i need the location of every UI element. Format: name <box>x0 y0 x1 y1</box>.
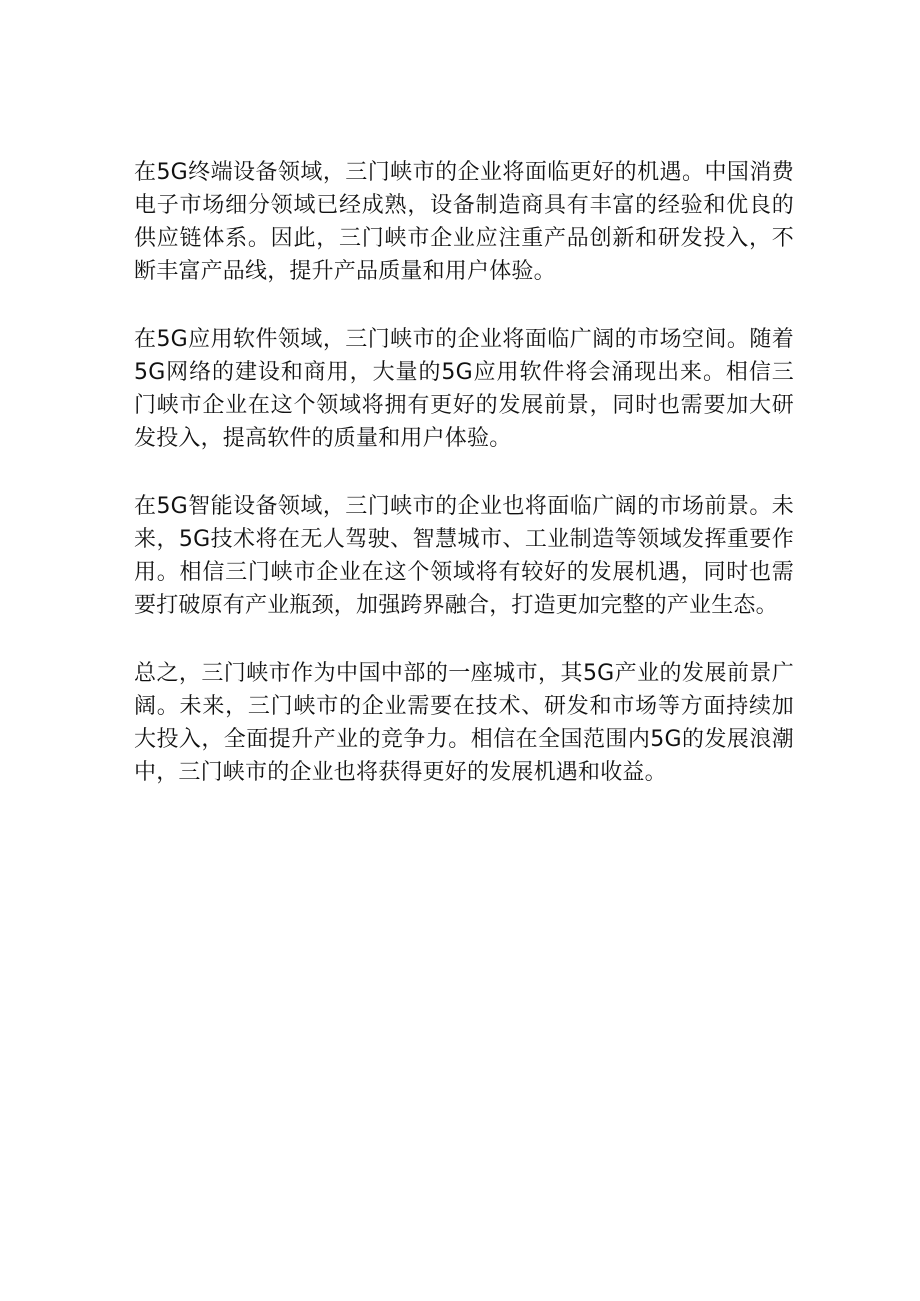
paragraph-smart-devices: 在5G智能设备领域，三门峡市的企业也将面临广阔的市场前景。未来，5G技术将在无人驾驶、智慧城市、工业制造等领域发挥重要作用。相信三门峡市企业在这个领域将有较好的发展机遇，同时也需要打破原有产业瓶颈，加强跨界融合，打造更加完整的产业生态。 <box>134 494 794 618</box>
paragraph-conclusion: 总之，三门峡市作为中国中部的一座城市，其5G产业的发展前景广阔。未来，三门峡市的企业需要在技术、研发和市场等方面持续加大投入，全面提升产业的竞争力。相信在全国范围内5G的发展浪潮中，三门峡市的企业也将获得更好的发展机遇和收益。 <box>134 661 794 785</box>
paragraph-application-software: 在5G应用软件领域，三门峡市的企业将面临广阔的市场空间。随着5G网络的建设和商用，大量的5G应用软件将会涌现出来。相信三门峡市企业在这个领域将拥有更好的发展前景，同时也需要加大研发投入，提高软件的质量和用户体验。 <box>134 327 794 451</box>
document-body <box>134 156 794 789</box>
paragraph-terminal-devices: 在5G终端设备领域，三门峡市的企业将面临更好的机遇。中国消费电子市场细分领域已经成熟，设备制造商具有丰富的经验和优良的供应链体系。因此，三门峡市企业应注重产品创新和研发投入，不断丰富产品线，提升产品质量和用户体验。 <box>134 160 794 284</box>
